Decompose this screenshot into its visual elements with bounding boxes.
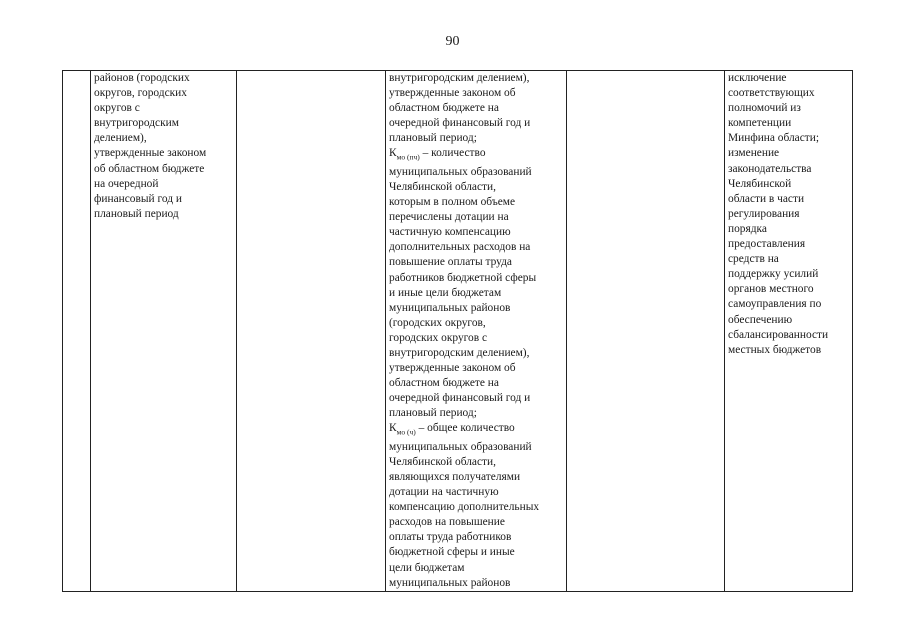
page-number: 90 bbox=[445, 34, 460, 49]
formula-text-c: – общее количество муниципальных образований Челябинской области, являющихся получателями дотации на частичную компенсацию дополнительных расходов на повышение оплаты труда работников бюджетной сферы и иные цели бюджетам муниципальных районов bbox=[389, 422, 540, 589]
table-cell-grounds: исключение соответствующих полномочий из компетенции Минфина области; изменение законодательства Челябинской области в части регулирования порядка предоставления средств на поддержку усилий органов местного самоуправления по обеспечению сбалансированности местных бюджетов bbox=[725, 71, 853, 592]
formula-text-b: – количество муниципальных образований Челябинской области, которым в полном объеме перечислены дотации на частичную компенсацию дополнительных расходов на повышение оплаты труда работников бюджетной сферы и иные цели бюджетам муниципальных районов (городских округов, городских округов с внутригородским делением), утвержденные законом об областном бюджете на очередной финансовый год и плановый период; bbox=[389, 147, 537, 420]
table-cell-blank-2 bbox=[237, 71, 386, 592]
k-symbol-subscript-2: мо (ч) bbox=[396, 427, 416, 437]
document-table bbox=[62, 70, 853, 592]
k-symbol-main-2: К bbox=[389, 422, 397, 435]
formula-text-a: внутригородским делением), утвержденные законом об областном бюджете на очередной финансовый год и плановый период; bbox=[389, 72, 531, 145]
k-symbol-main: К bbox=[389, 147, 397, 160]
table-cell-description: районов (городских округов, городских округов с внутригородским делением), утвержденные законом об областном бюджете на очередной финансовый год и плановый период bbox=[91, 71, 237, 592]
table-row bbox=[63, 71, 853, 592]
table-cell-blank-1 bbox=[63, 71, 91, 592]
k-symbol-subscript: мо (пч) bbox=[396, 152, 420, 162]
table-cell-blank-3 bbox=[567, 71, 725, 592]
table-cell-formula-explanation bbox=[386, 71, 567, 592]
